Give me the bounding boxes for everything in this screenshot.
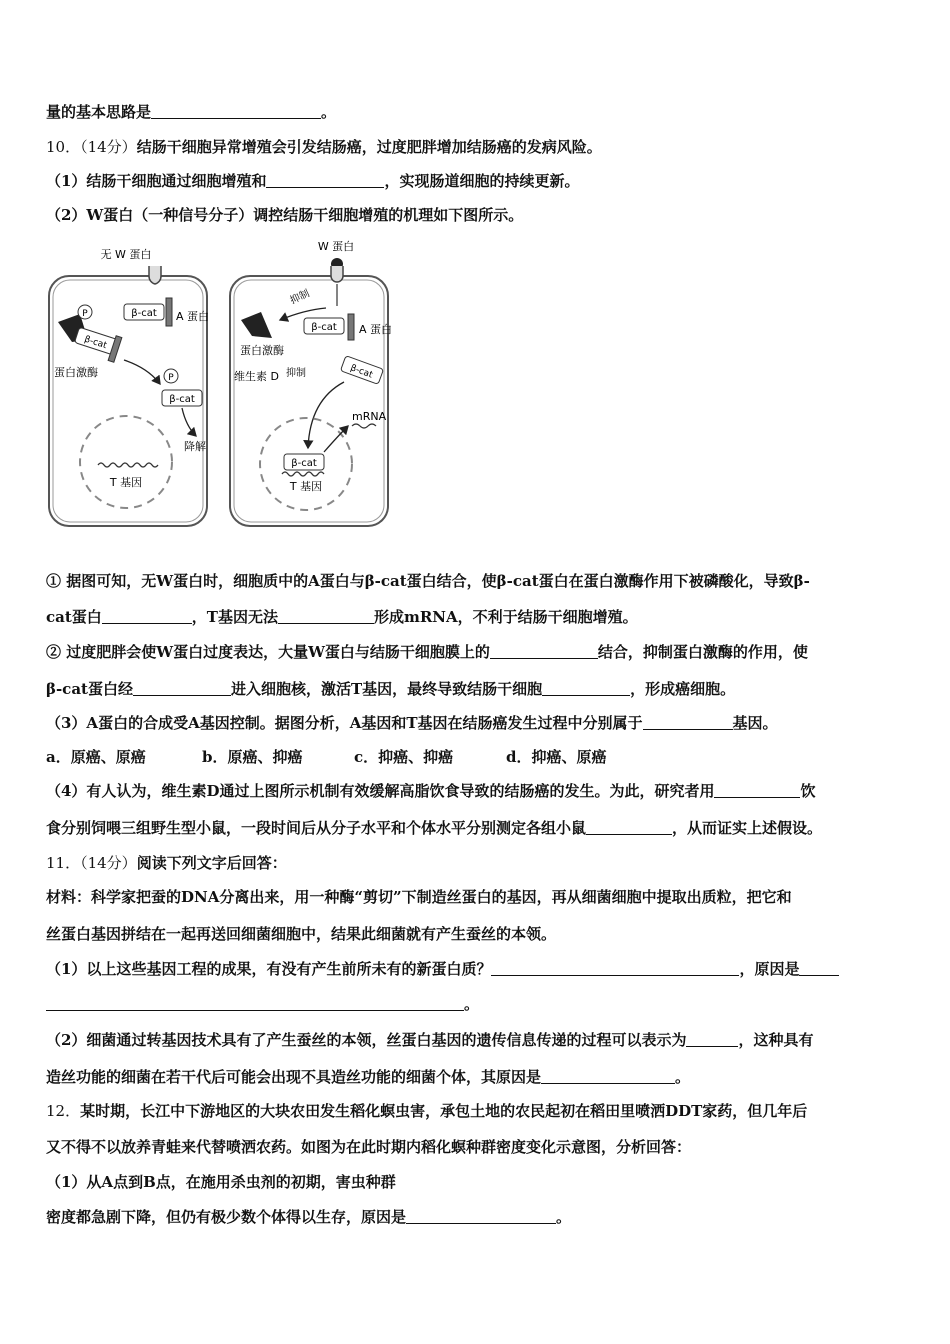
svg-text:蛋白激酶: 蛋白激酶	[240, 344, 284, 357]
answer-blank[interactable]	[686, 1031, 738, 1047]
q10-part3: （3）A蛋白的合成受A基因控制。据图分析，A基因和T基因在结肠癌发生过程中分别属于 基因。	[46, 714, 778, 732]
q10-options	[46, 747, 607, 767]
q12-part1-line2: 密度都急剧下降，但仍有极少数个体得以生存，原因是 。	[46, 1208, 572, 1226]
q12-stem-line1: 12．某时期，长江中下游地区的大块农田发生稻化螟虫害，承包土地的农民起初在稻田里喷洒DDT家药，但几年后	[46, 1102, 808, 1120]
q10-part2: （2）W蛋白（一种信号分子）调控结肠干细胞增殖的机理如下图所示。	[46, 206, 524, 224]
dna-strand	[98, 463, 158, 467]
answer-blank[interactable]	[46, 995, 464, 1011]
q11-part2-line1: （2）细菌通过转基因技术具有了产生蚕丝的本领，丝蛋白基因的遗传信息传递的过程可以表示为 ，这种具有	[46, 1031, 814, 1049]
answer-blank[interactable]	[406, 1208, 556, 1224]
svg-text:β-cat: β-cat	[291, 458, 317, 469]
option-d[interactable]: d．抑癌、原癌	[506, 748, 607, 766]
q12-part1-line1: （1）从A点到B点，在施用杀虫剂的初期，害虫种群	[46, 1173, 396, 1191]
svg-text:β-cat: β-cat	[311, 322, 337, 333]
q12-stem-line2: 又不得不以放养青蛙来代替喷洒农药。如图为在此时期内稻化螟种群密度变化示意图，分析回答：	[46, 1138, 692, 1156]
answer-blank[interactable]	[133, 680, 231, 696]
receptor-icon	[149, 266, 161, 284]
label-t-gene: T 基因	[109, 476, 143, 489]
option-b[interactable]: b．原癌、抑癌	[202, 748, 303, 766]
q10-part4-line1: （4）有人认为，维生素D通过上图所示机制有效缓解高脂饮食导致的结肠癌的发生。为此，研究者用 饮	[46, 782, 816, 800]
label-degrade: 降解	[184, 440, 206, 453]
answer-blank[interactable]	[542, 680, 630, 696]
q11-part1-line2: 。	[46, 994, 479, 1014]
q10-stem-line	[46, 137, 602, 157]
kinase-shape	[241, 312, 272, 338]
svg-text:P: P	[168, 373, 174, 383]
label-inhibit-2: 抑制	[286, 368, 306, 379]
svg-text:β-cat: β-cat	[348, 363, 374, 381]
option-a[interactable]: a．原癌、原癌	[46, 748, 146, 766]
question-number: 12．	[46, 1102, 81, 1120]
label-no-w-protein: 无 W 蛋白	[100, 248, 152, 261]
answer-blank[interactable]	[278, 608, 374, 624]
q11-material-line1: 材料：科学家把蚕的DNA分离出来，用一种酶“剪切”下制造丝蛋白的基因，再从细菌细胞中提取出质粒，把它和	[46, 888, 792, 906]
answer-blank[interactable]	[541, 1068, 675, 1084]
svg-text:P: P	[82, 309, 88, 319]
q9-tail-line: 量的基本思路是 。	[46, 103, 337, 121]
answer-blank[interactable]	[799, 960, 839, 976]
answer-blank[interactable]	[266, 172, 384, 188]
q10-part1: （1）结肠干细胞通过细胞增殖和 ，实现肠道细胞的持续更新。	[46, 172, 580, 190]
svg-text:β-cat: β-cat	[82, 334, 108, 352]
left-cell-no-w	[49, 248, 209, 526]
answer-blank[interactable]	[714, 782, 800, 798]
question-number: 10．（14分）	[46, 138, 137, 156]
q10-conclusion1-line1: ① 据图可知，无W蛋白时，细胞质中的A蛋白与β-cat蛋白结合，使β-cat蛋白在蛋白激酶作用下被磷酸化，导致β-	[46, 572, 810, 590]
label-a-protein: A 蛋白	[176, 310, 210, 323]
w-protein-mechanism-figure	[46, 240, 398, 532]
label-mrna: mRNA	[352, 410, 387, 423]
label-inhibit-1: 抑制	[288, 288, 312, 307]
answer-blank[interactable]	[151, 103, 321, 119]
q11-stem-line: 11．（14分）阅读下列文字后回答：	[46, 854, 287, 872]
svg-text:T 基因: T 基因	[289, 480, 323, 493]
q10-conclusion1-line2: cat蛋白 ，T基因无法 形成mRNA，不利于结肠干细胞增殖。	[46, 608, 638, 626]
svg-text:β-cat: β-cat	[169, 394, 195, 405]
right-cell-with-w	[230, 240, 392, 526]
nucleus	[80, 416, 172, 508]
q11-material-line2: 丝蛋白基因拼结在一起再送回细菌细胞中，结果此细菌就有产生蚕丝的本领。	[46, 925, 557, 943]
answer-blank[interactable]	[491, 960, 739, 976]
svg-text:A 蛋白: A 蛋白	[359, 323, 393, 336]
question-number: 11．（14分）	[46, 854, 137, 872]
svg-text:β-cat: β-cat	[131, 308, 157, 319]
answer-blank[interactable]	[490, 643, 598, 659]
answer-blank[interactable]	[643, 714, 733, 730]
q10-conclusion2-line1: ② 过度肥胖会使W蛋白过度表达，大量W蛋白与结肠干细胞膜上的 结合，抑制蛋白激酶的作用，使	[46, 643, 808, 661]
q11-part2-line2: 造丝功能的细菌在若干代后可能会出现不具造丝功能的细菌个体，其原因是 。	[46, 1068, 691, 1086]
answer-blank[interactable]	[102, 608, 192, 624]
option-c[interactable]: c．抑癌、抑癌	[354, 748, 454, 766]
label-w-protein: W 蛋白	[317, 240, 355, 253]
label-vitamin-d: 维生素 D	[234, 370, 279, 383]
q10-conclusion2-line2: β-cat蛋白经 进入细胞核，激活T基因，最终导致结肠干细胞 ，形成癌细胞。	[46, 680, 736, 698]
q10-part4-line2: 食分别饲喂三组野生型小鼠，一段时间后从分子水平和个体水平分别测定各组小鼠 ，从而证实上述假设。	[46, 819, 823, 837]
q10-stem: 结肠干细胞异常增殖会引发结肠癌，过度肥胖增加结肠癌的发病风险。	[136, 138, 602, 156]
label-kinase: 蛋白激酶	[54, 366, 98, 379]
q11-part1-line1: （1）以上这些基因工程的成果，有没有产生前所未有的新蛋白质？ ，原因是	[46, 959, 839, 979]
q9-tail-text: 量的基本思路是	[46, 103, 152, 121]
answer-blank[interactable]	[586, 819, 672, 835]
